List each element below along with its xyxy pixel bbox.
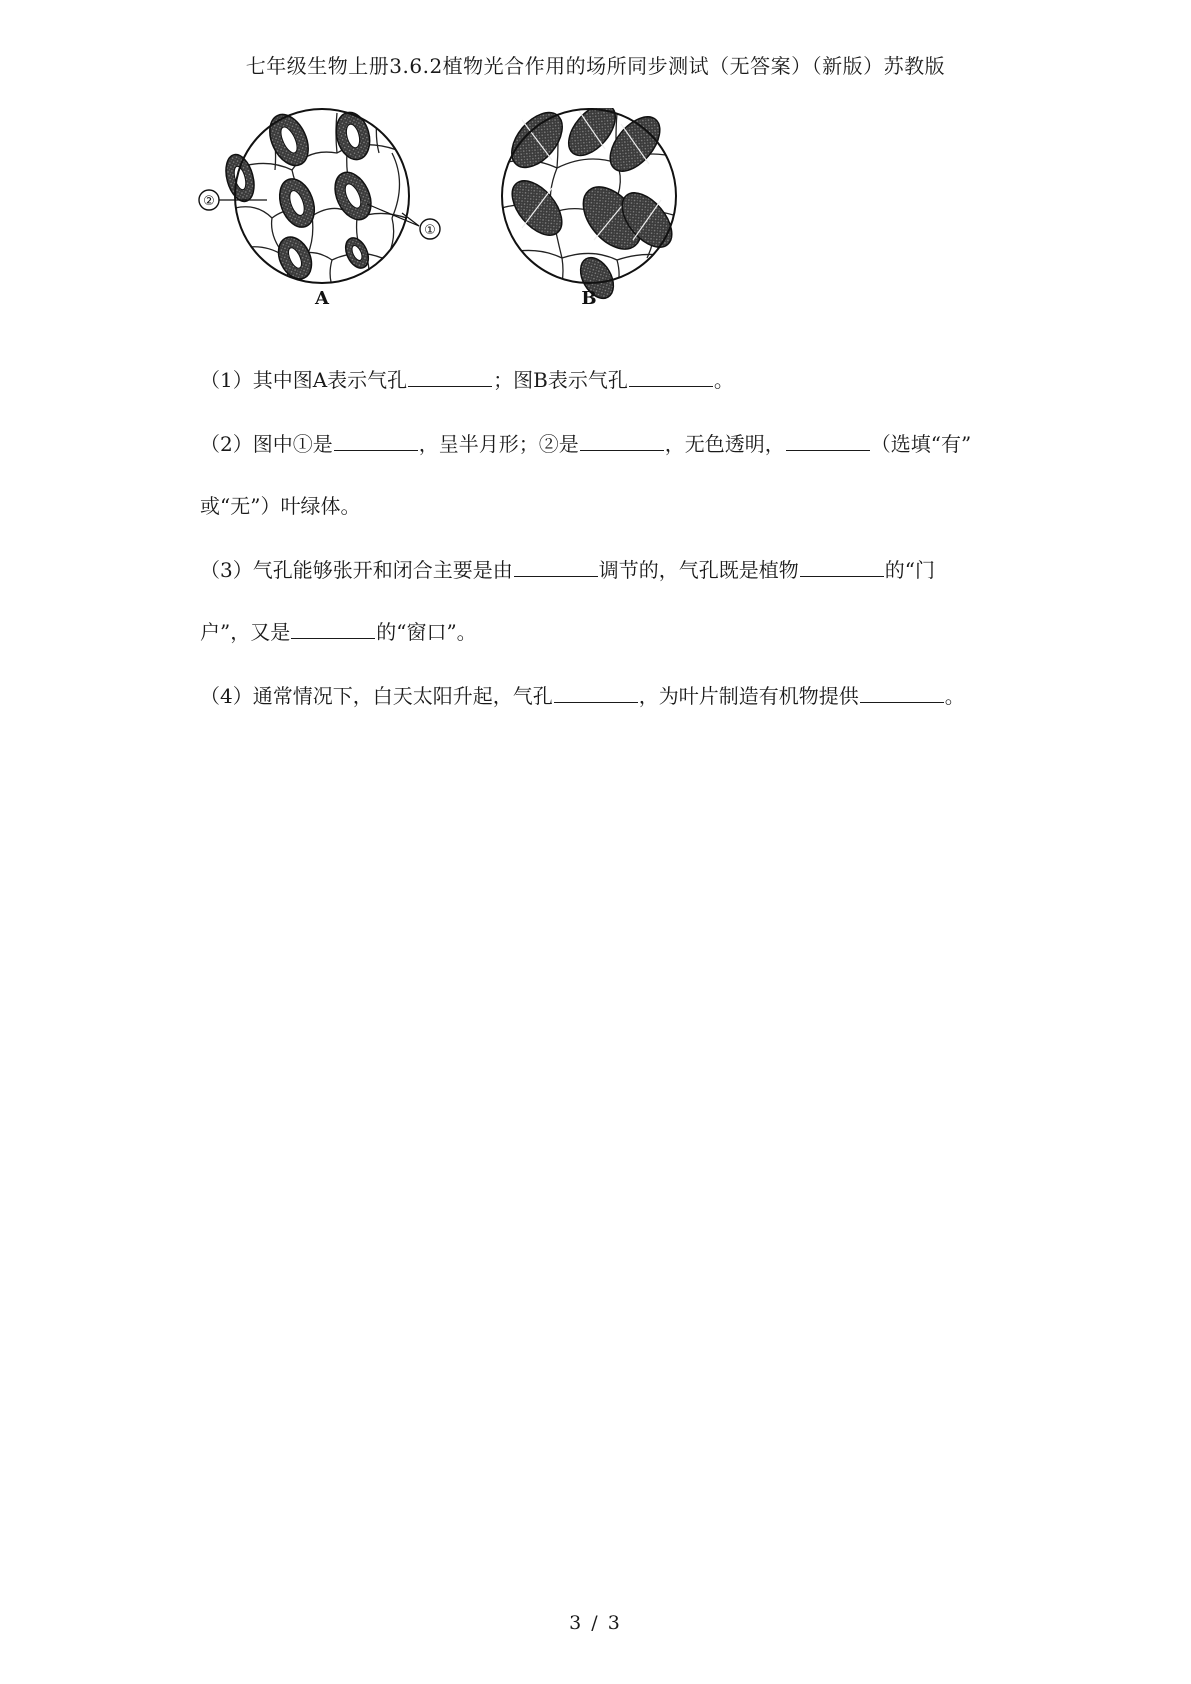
label-a: A [315, 288, 329, 309]
q2-mid2: ，无色透明， [664, 432, 785, 456]
q3-mid1: 调节的，气孔既是植物 [598, 558, 799, 582]
q1-end: 。 [713, 368, 734, 392]
q4-blank-1[interactable] [554, 684, 638, 703]
diagram-a [199, 108, 440, 309]
question-3-line-1 [200, 554, 1000, 583]
q3-blank-3[interactable] [291, 620, 375, 639]
q1-mid: ；图B表示气孔 [493, 368, 628, 392]
question-3-line-2 [200, 616, 1000, 645]
page-number: 3 / 3 [569, 1612, 622, 1634]
q2-blank-2[interactable] [580, 432, 664, 451]
q3-blank-1[interactable] [514, 558, 598, 577]
q2-blank-1[interactable] [334, 432, 418, 451]
q3-prefix: （3）气孔能够张开和闭合主要是由 [200, 558, 513, 582]
q2-prefix: （2）图中①是 [200, 432, 333, 456]
marker-1-label: ① [424, 223, 436, 238]
q2-line2: 或“无”）叶绿体。 [200, 494, 361, 518]
q4-prefix: （4）通常情况下，白天太阳升起，气孔 [200, 684, 553, 708]
stomata-figure [197, 108, 717, 334]
q3-end: 的“门 [884, 558, 935, 582]
stomata-open [221, 108, 378, 284]
q1-blank-2[interactable] [629, 368, 713, 387]
q2-blank-3[interactable] [786, 432, 870, 451]
diagram-b [502, 108, 681, 309]
q4-end: 。 [944, 684, 965, 708]
question-1 [200, 364, 1000, 393]
document-title: 七年级生物上册3.6.2植物光合作用的场所同步测试（无答案）（新版）苏教版 [245, 54, 946, 78]
q3-line2-prefix: 户”，又是 [200, 620, 291, 644]
question-2-line-2 [200, 490, 1000, 519]
q2-end: （选填“有” [870, 432, 972, 456]
question-4 [200, 680, 1000, 709]
q2-mid1: ，呈半月形；②是 [418, 432, 579, 456]
q4-blank-2[interactable] [860, 684, 944, 703]
question-2-line-1 [200, 428, 1000, 457]
label-b: B [581, 288, 597, 309]
q1-prefix: （1）其中图A表示气孔 [200, 368, 408, 392]
q1-blank-1[interactable] [408, 368, 492, 387]
q3-line2-end: 的“窗口”。 [376, 620, 477, 644]
marker-2-label: ② [203, 194, 215, 209]
q4-mid: ，为叶片制造有机物提供 [638, 684, 859, 708]
q3-blank-2[interactable] [800, 558, 884, 577]
